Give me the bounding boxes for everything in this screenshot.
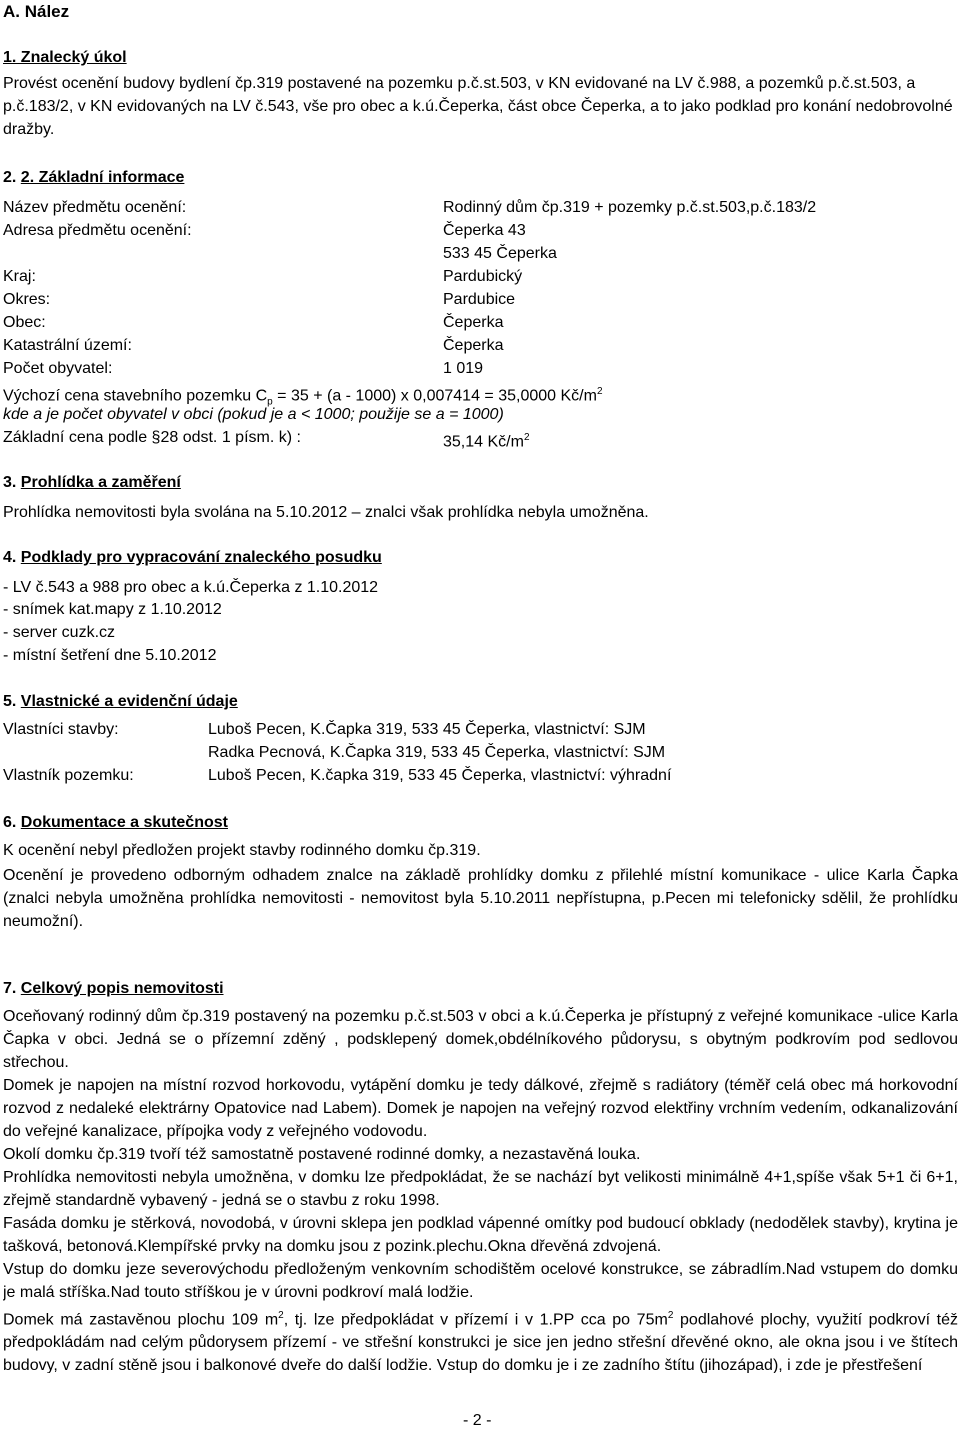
description-paragraph: Okolí domku čp.319 tvoří též samostatně postavené rodinné domky, a nezastavěná louka. <box>3 1146 641 1163</box>
page-number: - 2 - <box>463 1412 492 1429</box>
base-price-value: 35,14 $Kč/m^2$ <box>443 432 530 451</box>
section-2-title-text: 2. Základní informace <box>20 169 185 186</box>
building-owners-label: Vlastníci stavby: <box>3 721 119 738</box>
source-item: - server cuzk.cz <box>3 624 116 641</box>
section-3-text: Prohlídka nemovitosti byla svolána na 5.10.2012 – znalci však prohlídka nebyla umožněna. <box>3 504 649 521</box>
info-value: Pardubický <box>443 268 523 285</box>
info-value: Čeperka 43 <box>443 222 526 239</box>
source-item: - snímek kat.mapy z 1.10.2012 <box>3 601 222 618</box>
info-value: Čeperka <box>443 337 504 354</box>
description-paragraph: Fasáda domku je stěrková, novodobá, v úrovni sklepa jen podklad vápenné omítky pod budoucí obklady (nedodělek stavby), krytina je tašková, betonová.Klempířské prvky na domku jsou z pozink.plechu.Okna dřevěná zdvojená. <box>3 1215 958 1255</box>
building-owner: Luboš Pecen, K.Čapka 319, 533 45 Čeperka, vlastnictví: SJM <box>208 721 646 738</box>
info-label: Kraj: <box>3 268 36 285</box>
info-label: Okres: <box>3 291 51 308</box>
info-value: Pardubice <box>443 291 516 308</box>
info-value: 533 45 Čeperka <box>443 245 557 262</box>
building-owner: Radka Pecnová, K.Čapka 319, 533 45 Čeperka, vlastnictví: SJM <box>208 744 666 761</box>
section-7-title: 7. Celkový popis nemovitosti <box>3 980 224 997</box>
source-item: - místní šetření dne 5.10.2012 <box>3 647 217 664</box>
source-item: - LV č.543 a 988 pro obec a k.ú.Čeperka z 1.10.2012 <box>3 579 379 596</box>
section-2-title: 2. 2. Základní informace <box>3 169 185 186</box>
section-1-title: 1. Znalecký úkol <box>3 49 127 66</box>
land-price-formula: Výchozí cena stavebního pozemku $C_p = 35 + (a - 1000)$ x 0,007414 = 35,0000 $Kč/m^2$ <box>3 386 603 408</box>
info-label: Adresa předmětu ocenění: <box>3 222 192 239</box>
section-3-title: 3. Prohlídka a zaměření <box>3 474 181 491</box>
section-1-text: Provést ocenění budovy bydlení čp.319 postavené na pozemku p.č.st.503, v KN evidované na LV č.988, a pozemků p.č.st.503, a p.č.183/2, v KN evidovaných na LV č.543, vše pro obec a k.ú.Čeperka, část obce Čeperka, a to jako podklad pro konání nedobrovolné dražby. <box>3 75 953 138</box>
land-owner: Luboš Pecen, K.čapka 319, 533 45 Čeperka, vlastnictví: výhradní <box>208 767 672 784</box>
info-value: Čeperka <box>443 314 504 331</box>
info-value: Rodinný dům čp.319 + pozemky p.č.st.503,p.č.183/2 <box>443 199 817 216</box>
description-paragraph: Vstup do domku jeze severovýchodu předloženým venkovním schodištěm ocelové konstrukce, se zábradlím.Nad vstupem do domku je malá stříška.Nad touto stříškou je v úrovni podkroví malá lodžie. <box>3 1261 958 1301</box>
section-header: A. Nález <box>3 2 70 21</box>
description-paragraph: Oceňovaný rodinný dům čp.319 postavený na pozemku p.č.st.503 v obci a k.ú.Čeperka je přístupný z veřejné komunikace -ulice Karla Čapka v obci. Jedná se o přízemní zděný , podsklepený domek,obdélníkového půdorysu, s obytným podkrovím pod sedlovou střechou. <box>3 1008 958 1071</box>
land-owner-label: Vlastník pozemku: <box>3 767 134 784</box>
section-6-title: 6. Dokumentace a skutečnost <box>3 814 228 831</box>
section-5-title: 5. Vlastnické a evidenční údaje <box>3 693 238 710</box>
description-paragraph: Prohlídka nemovitosti nebyla umožněna, v domku lze předpokládat, že se nachází byt velikosti minimálně 4+1,spíše však 5+1 či 6+1, zřejmě standardně vybavený - jedná se o stavbu z roku 1998. <box>3 1169 958 1209</box>
description-paragraph: Domek má zastavěnou plochu 109 $m^2$, tj. lze předpokládat v přízemí i v 1.PP cca po $75m^2$ podlahové plochy, využití podkroví též předpokládám nad celým půdorysem přízemí - ve střešní konstrukci je sice jen jedno střešní dřevěné okno, ale okna jsou i ve štítech budovy, v zadní stěně jsou i balkonové dveře do další lodžie. Vstup do domku je i ze zadního štítu (jihozápad), i zde je přestřešení <box>3 1310 958 1373</box>
base-price-label: Základní cena podle §28 odst. 1 písm. k) : <box>3 429 301 446</box>
formula-note: kde a je počet obyvatel v obci (pokud je a < 1000; použije se a = 1000) <box>3 406 504 423</box>
info-label: Počet obyvatel: <box>3 360 113 377</box>
info-label: Katastrální území: <box>3 337 132 354</box>
info-label: Název předmětu ocenění: <box>3 199 187 216</box>
section-6-paragraph: Ocenění je provedeno odborným odhadem znalce na základě prohlídky domku z přilehlé místní komunikace - ulice Karla Čapka (znalci nebyla umožněna prohlídka nemovitosti - nemovitost byla 5.10.2011 nepřístupna, p.Pecen mi telefonicky sdělil, že prohlídku neumožní). <box>3 867 958 930</box>
description-paragraph: Domek je napojen na místní rozvod horkovodu, vytápění domku je tedy dálkové, zřejmě s radiátory (téměř celá obec má horkovodní rozvod z nedaleké elektrárny Opatovice nad Labem). Domek je napojen na veřejný rozvod elektřiny vrchním vedením, odkanalizování do veřejné kanalizace, přípojka vody z veřejného vodovodu. <box>3 1077 958 1140</box>
section-6-text: K ocenění nebyl předložen projekt stavby rodinného domku čp.319. <box>3 842 481 859</box>
info-value: 1 019 <box>443 360 484 377</box>
info-label: Obec: <box>3 314 46 331</box>
section-4-title: 4. Podklady pro vypracování znaleckého posudku <box>3 549 382 566</box>
